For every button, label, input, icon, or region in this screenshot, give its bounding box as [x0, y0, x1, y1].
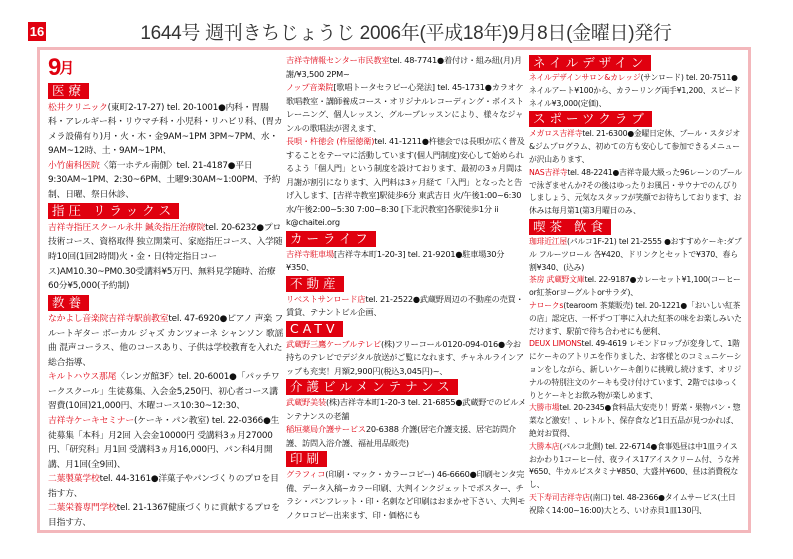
- listing-text: tel. 21-1367健康づくりに貢献するプロを目指す方、: [48, 503, 280, 528]
- listing-name: 武蔵野三鷹ケーブルテレビ: [286, 338, 381, 349]
- listing-entry: [529, 72, 743, 110]
- listing-entry: [286, 468, 526, 522]
- listing-name: 吉祥寺情報センター市民教室: [286, 55, 390, 65]
- category-header: 喫茶 飲食: [529, 219, 611, 235]
- listing-entry: [48, 472, 284, 501]
- listing-entry: [286, 423, 526, 450]
- listing-name: 大勝市場: [529, 403, 560, 413]
- listing-name: 二葉栄養専門学校: [48, 503, 117, 514]
- listing-entry: [529, 338, 743, 402]
- listing-name: 松井クリニック: [48, 102, 108, 113]
- category-header: スポーツクラブ: [529, 111, 652, 127]
- listing-name: 稲垣薬局介護サービス: [286, 424, 366, 434]
- listing-name: 小竹歯科医院: [48, 160, 100, 171]
- listing-name: 吉祥寺ケーキセミナー: [48, 416, 134, 427]
- listing-text: tel. 20-6232●プロ技術コース、資格取得 独立開業可、家庭指圧コース、入学随時10回(1回2時間)火・金・日(特定指日コース)AM10.30~PM0.30受講料¥5万円、無料見学随時、治療60分¥5,000(予約制): [48, 222, 283, 292]
- listing-name: 吉祥寺駐車場: [286, 248, 334, 259]
- listing-entry: [286, 338, 526, 379]
- listing-entry: [286, 248, 526, 275]
- column-1: [48, 56, 284, 530]
- listing-text: tel. 47-6920●ピアノ 声楽 フルートギター ボーカル ジャズ カンツォーネ シャンソン 歌謡曲 混声コーラス、他のコースあり、子供は学校教育を入れた総合指導、: [48, 314, 284, 368]
- listing-name: 二葉製菓学校: [48, 474, 100, 485]
- listing-text: (サンロード) tel. 20-7511●ネイルアート¥100から、カラーリング両手¥1,200、スピードネイル¥3,000(定価)、: [529, 73, 741, 108]
- listing-entry: [48, 370, 284, 414]
- listing-name: 武蔵野美装: [286, 397, 326, 407]
- listing-text: tel. 22-9187●カレーセット¥1,100(コーヒーor紅茶orヨーグルトorサラダ)、: [529, 275, 741, 298]
- listing-name: リベストサンロード店: [286, 293, 366, 304]
- category-header: 医療: [48, 83, 89, 99]
- listing-entry: [286, 135, 526, 230]
- listings-frame: [37, 47, 751, 533]
- month-number: 9: [48, 54, 60, 81]
- listing-text: (ケーキ・パン教室) tel. 22-0366●生徒募集「本科」月2回 入会金10000円 受講料3ヵ月27000円、「研究科」月1回 受講料3ヵ月16,000円、パン科4月開講、月1回(全9回)、: [48, 416, 280, 470]
- category-header: 不動産: [286, 276, 344, 292]
- column-3: [529, 54, 743, 518]
- listing-text: (南口) tel. 48-2366●タイムサービス(土日祝除く14:00~16:00)大とろ、いけ赤貝1皿130円、: [529, 492, 736, 515]
- listing-name: 吉祥寺指圧スクール永井 鍼灸指圧治療院: [48, 222, 206, 233]
- listing-text: (パルコ北側) tel. 22-6714●食事処昼は中1皿ライスおかわり1コーヒー付、夜ライス17アイスクリーム付、うな丼¥650、牛カルビスタミナ¥850、大盛丼¥600、昼は消費税なし、: [529, 441, 740, 490]
- listing-text: (東町2-17-27) tel. 20-1001●内科・胃腸科・アレルギー科・リウマチ科・小児科・リハビリ科、(胃カメラ設備有り)月・火・木・金9AM~1PM 3PM~7PM、水・9AM~12時、土・9AM~1PM、: [48, 102, 283, 157]
- listing-entry: [529, 402, 743, 440]
- listing-name: 茶房 武蔵野文庫: [529, 275, 585, 285]
- category-header: 印刷: [286, 451, 327, 467]
- column-2: [286, 54, 526, 522]
- listing-entry: [48, 501, 284, 530]
- listing-entry: [48, 221, 284, 294]
- listing-text: (印刷・マック・カラーコピー) 46-6660●印刷センタ完備、データ入稿~カラー印刷、大判インクジェットでポスター、チラシ・パンフレット・印・名刺など印刷はおまかせ下さい、大判モノクロコピー出来ます、印・価格にも: [286, 469, 526, 520]
- listing-text: 〈第一ホテル南側〉tel. 21-4187●平日9:30AM~1PM、2:30~6PM、土曜9:30AM~1:00PM、予約制、日曜、祭日休診、: [48, 160, 281, 200]
- listing-name: 長唄・杵徳会 (杵屋徳衛): [286, 136, 375, 146]
- listing-text: 20-6388 介護(居宅介護支援、居宅訪問介護、訪問入浴介護、福祉用品販売): [286, 424, 516, 448]
- listing-text: tel. 49-4619 レモンドロップが変身して、1階にケーキのアトリエを作りました、お客様とのコミュニケーションをしながら、新しいケーキ創りに挑戦し続けます、オリジナルの特別注文のケーキも受け付けています、2階ではゆっくりとケーキとお飲み物が楽しめます、: [529, 339, 742, 400]
- listing-name: DEUX LIMONS: [529, 339, 582, 349]
- listing-name: グラフィコ: [286, 469, 326, 479]
- category-header: CATV: [286, 321, 343, 337]
- category-header: ネイルデザイン: [529, 55, 651, 71]
- listing-name: ナロークs: [529, 300, 564, 310]
- listing-entry: [48, 312, 284, 370]
- listing-entry: [48, 414, 284, 472]
- listing-entry: [48, 159, 284, 203]
- category-header: カーライフ: [286, 231, 376, 247]
- listing-entry: [529, 300, 743, 338]
- page-number: 16: [29, 24, 45, 39]
- listing-text: tel. 44-3161●洋菓子やパンづくりのプロを目指す方、: [48, 474, 279, 499]
- listing-entry: [529, 128, 743, 166]
- listing-name: 大勝本店: [529, 441, 560, 451]
- listing-text: tel. 41-1211●杵徳会では長唄が広く普及することをテーマに活動しています(個人門制度)安心して始められるよう「個人門」という制度を設けております、最初の3ヵ月間は月謝が割引になります、入門料は3ヶ月経て「入門」となったと告げ入します、[吉祥寺教室]駅徒歩6分 東武吉日 火/午後1:00~6:30 水/午後2:00~5:30 7:00~8:30 [下北沢教室]各駅徒歩1分 ii k@chaitei.org: [286, 136, 525, 227]
- category-header: 教養: [48, 295, 89, 311]
- listing-name: ノップ音楽院: [286, 82, 334, 92]
- listing-name: 珈琲近江屋: [529, 236, 567, 246]
- listing-name: なかよし音楽院吉祥寺駅前教室: [48, 314, 169, 325]
- listing-entry: [48, 101, 284, 159]
- listing-text: (株)フリーコール0120-094-016●今お持ちのテレビでデジタル放送がご覧になれます、チャネルラインアップも充実！月額2,900円(税込3,045円)~、: [286, 338, 524, 376]
- page-title: 1644号 週刊きちじょうじ 2006年(平成18年)9月8日(金曜日)発行: [140, 23, 672, 44]
- column-1-items: [48, 82, 284, 530]
- listing-name: ネイルデザインサロン&カレッジ: [529, 73, 641, 82]
- listing-text: (パルコ1F-21) tel 21-2555 ●おすすめケーキ:ダブル フルーツロール 各¥420、ドリンクとセットで¥370、春ら割¥340、(込み): [529, 236, 742, 272]
- listing-text: tel. 21-2522●武蔵野周辺の不動産の売買・賃貸、テナントビル企画、: [286, 293, 524, 317]
- listing-text: tel. 48-2241●吉祥寺最大級った96レーンのプールで泳ぎませんか?その後はゆったりお風呂・サウナでのんびりしましょう、元気なスタッフが笑顔でお待ちしております、お休みは毎月第1(第3月曜日のみ、: [529, 167, 742, 216]
- category-header: 指圧 リラックス: [48, 203, 179, 219]
- listing-text: (株)吉祥寺本町1-20-3 tel. 21-6855●武蔵野でのビルメンテナンスの老舗: [286, 397, 526, 421]
- month-badge: [48, 56, 284, 82]
- listing-entry: [529, 441, 743, 492]
- listing-entry: [286, 54, 526, 81]
- listing-entry: [529, 167, 743, 218]
- column-3-items: [529, 54, 743, 518]
- listing-text: (tearoom 茶葉販売) tel. 20-1221●「おいしい紅茶の店」認定店、一杯ずつ丁寧に入れた紅茶の味をお楽しみいただけます、駅前で待ち合わせにも便利、: [529, 300, 742, 336]
- listing-text: tel. 20-2345●食料品大安売り！野菜・果物パン・惣菜など激安！、レトルト、保存食など1日五品が見つかれば、絶対お買得、: [529, 403, 741, 438]
- listing-entry: [529, 236, 743, 274]
- listing-entry: [529, 492, 743, 518]
- listing-text: [歌唱トータセラピー心発法] tel. 45-1731●カラオケ歌唱教室・講師養成コース・オリジナルレコーディング・ボイストレーニング、個人レッスン、グループレッスンにより、様々なジャンルの歌唱法が習えます、: [286, 82, 524, 133]
- listing-entry: [286, 293, 526, 320]
- category-header: 介護ビルメンテナンス: [286, 379, 458, 395]
- listing-name: キルトハウス那尾: [48, 372, 117, 383]
- listing-entry: [286, 396, 526, 423]
- column-2-items: [286, 54, 526, 522]
- listing-text: tel. 48-7741●着付け・組み紐(月)月謝/¥3,500 2PM~: [286, 55, 522, 79]
- listing-text: [吉祥寺本町1-20-3] tel. 21-9201●駐車場30分¥350、: [286, 248, 505, 272]
- month-unit: 月: [59, 60, 73, 77]
- listing-name: NAS吉祥寺: [529, 167, 568, 177]
- listing-name: 天下寿司吉祥寺店: [529, 492, 590, 502]
- listing-text: 〈レンガ館3F〉tel. 20-6001●「パッチワークスクール」生徒募集、入会金5,250円、初心者コース講習費(10回)21,000円、木曜コース10:30~12:30、: [48, 372, 280, 412]
- listing-text: tel. 21-6300●金曜日定休、プール・スタジオ&ジムプログラム、初めての方も安心して参加できるメニューが沢山あります、: [529, 129, 740, 164]
- listing-entry: [529, 274, 743, 300]
- listing-name: メガロス吉祥寺: [529, 129, 583, 139]
- listing-entry: [286, 81, 526, 135]
